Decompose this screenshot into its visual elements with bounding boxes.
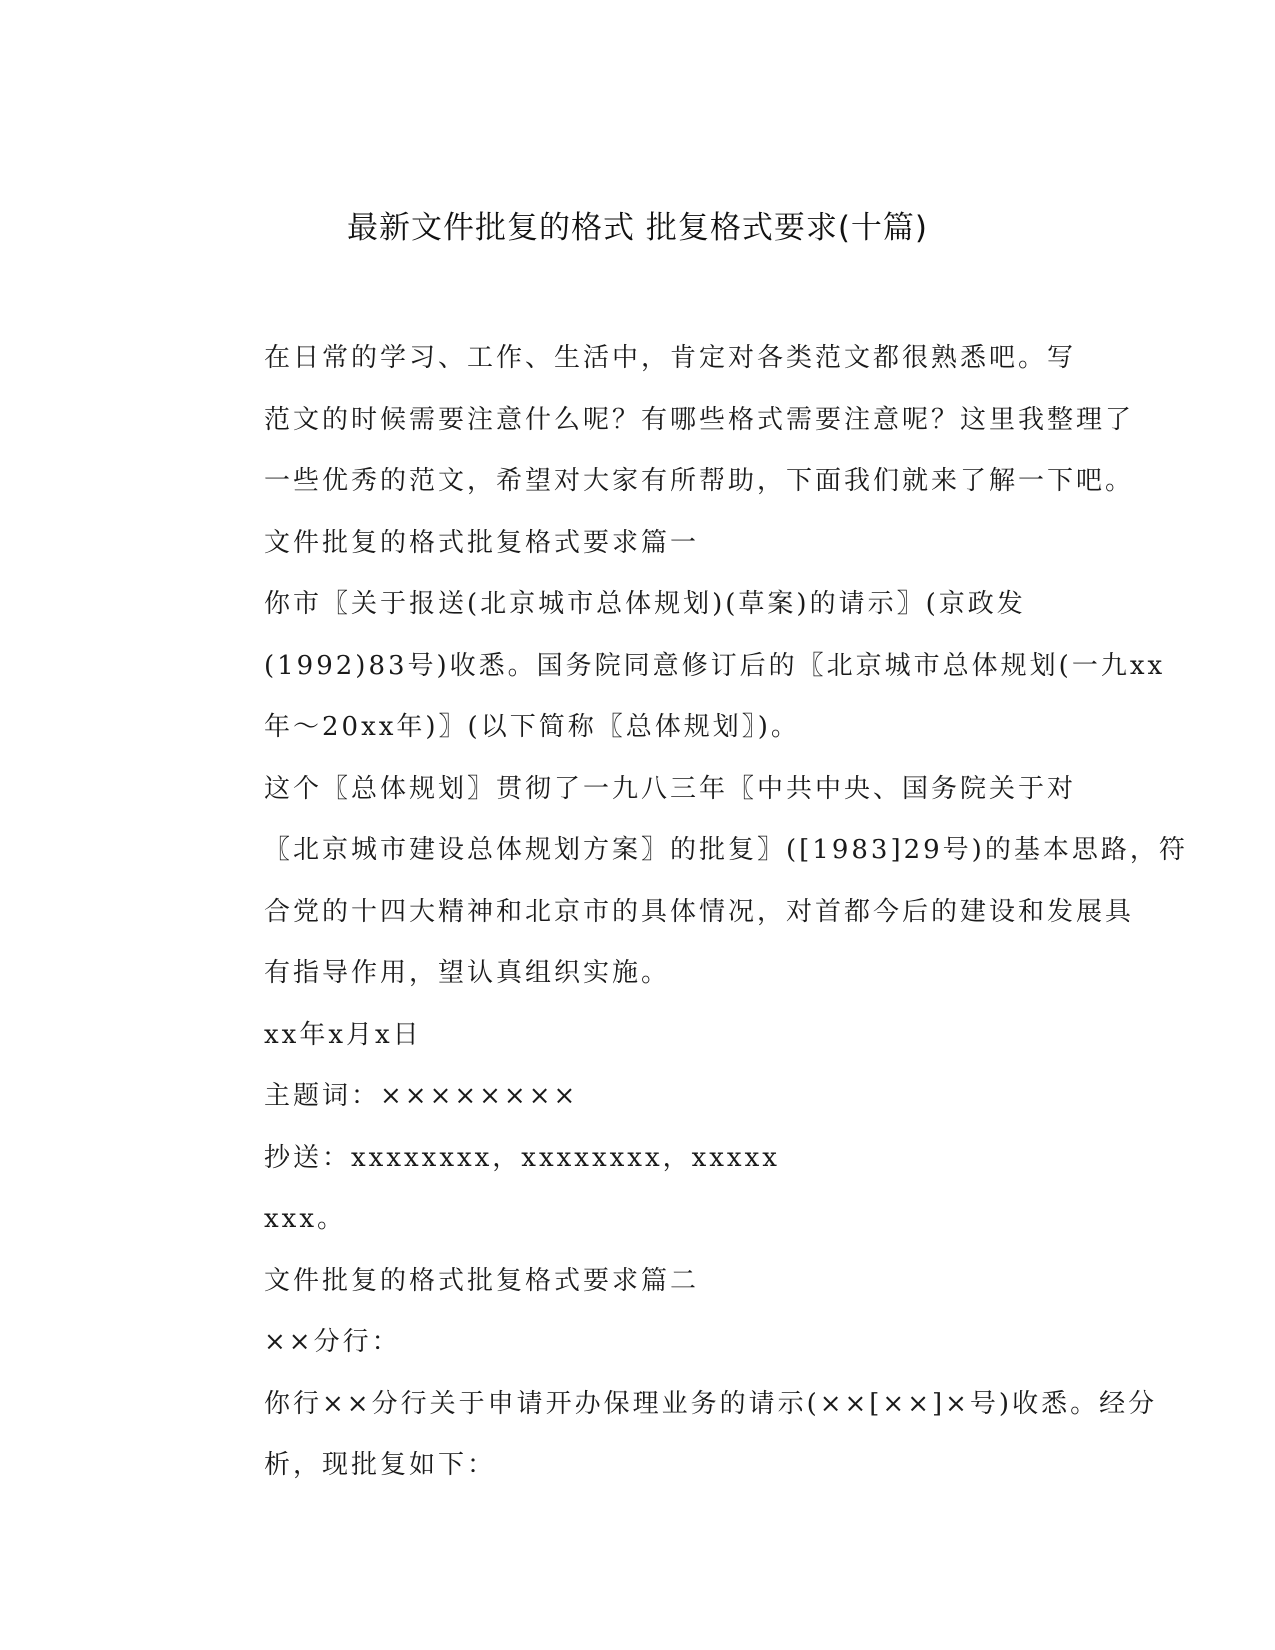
text-line: 年～20xx年)〗(以下简称〖总体规划〗)。 xyxy=(264,712,800,742)
text-line: 你行××分行关于申请开办保理业务的请示(××[××]×号)收悉。经分 xyxy=(264,1388,1158,1419)
salutation xyxy=(190,1312,1085,1374)
paragraph-reply-3 xyxy=(190,1374,1158,1497)
text-line: 在日常的学习、工作、生活中，肯定对各类范文都很熟悉吧。写 xyxy=(264,343,1077,373)
text-line: 一些优秀的范文，希望对大家有所帮助，下面我们就来了解一下吧。 xyxy=(264,466,1135,496)
section-heading-2 xyxy=(190,1251,1085,1313)
section-heading-1 xyxy=(190,513,1085,575)
text-line: 范文的时候需要注意什么呢？有哪些格式需要注意呢？这里我整理了 xyxy=(264,404,1135,435)
text-line: 你市〖关于报送(北京城市总体规划)(草案)的请示〗(京政发 xyxy=(264,589,1026,619)
text-line: (1992)83号)收悉。国务院同意修订后的〖北京城市总体规划(一九xx xyxy=(264,650,1166,681)
paragraph-intro xyxy=(190,328,1135,513)
text-line: 文件批复的格式批复格式要求篇二 xyxy=(264,1265,700,1296)
text-line: 抄送：xxxxxxxx，xxxxxxxx，xxxxx xyxy=(264,1142,780,1173)
text-line: xxx。 xyxy=(264,1204,346,1234)
text-line: 〖北京城市建设总体规划方案〗的批复〗([1983]29号)的基本思路，符 xyxy=(264,835,1188,865)
text-line: xx年x月x日 xyxy=(264,1019,422,1050)
paragraph-reply-1 xyxy=(190,574,1166,759)
text-line: 析，现批复如下： xyxy=(264,1450,497,1480)
text-line: 合党的十四大精神和北京市的具体情况，对首都今后的建设和发展具 xyxy=(264,896,1135,927)
paragraph-reply-2 xyxy=(190,759,1188,1005)
date-line xyxy=(190,1005,1085,1067)
text-line: 文件批复的格式批复格式要求篇一 xyxy=(264,527,700,558)
document-body xyxy=(190,328,1188,1497)
text-line: 这个〖总体规划〗贯彻了一九八三年〖中共中央、国务院关于对 xyxy=(264,773,1077,804)
text-line: 有指导作用，望认真组织实施。 xyxy=(264,958,671,988)
text-line: ××分行： xyxy=(264,1327,401,1357)
cc-line xyxy=(190,1128,1085,1190)
document-title: 最新文件批复的格式 批复格式要求(十篇) xyxy=(346,210,929,246)
text-line: 主题词：×××××××× xyxy=(264,1081,579,1111)
subject-words xyxy=(190,1066,1085,1128)
cc-line-continued xyxy=(190,1189,1085,1251)
